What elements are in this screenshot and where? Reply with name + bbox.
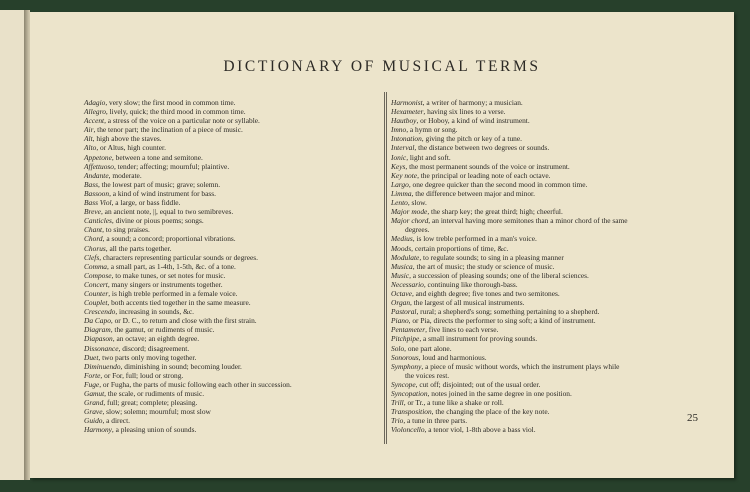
dictionary-entry xyxy=(84,207,399,216)
entry-term: Chant xyxy=(84,225,103,235)
entry-term: Hautboy xyxy=(391,116,417,126)
entry-definition: , is high treble performed in a female voice. xyxy=(108,288,238,298)
entry-term: Bass Viol xyxy=(84,198,112,208)
dictionary-entry xyxy=(391,389,721,398)
dictionary-entry xyxy=(84,353,399,362)
dictionary-entry xyxy=(84,325,399,334)
entry-term: Harmony xyxy=(84,425,112,435)
dictionary-entry xyxy=(391,107,721,116)
entry-term: Affettuoso xyxy=(84,161,114,171)
column-divider xyxy=(384,92,385,444)
entry-definition: , rural; a shepherd's song; something pertaining to a shepherd. xyxy=(416,307,600,317)
entry-definition: , or Fugha, the parts of music following each other in succession. xyxy=(99,379,292,389)
entry-term: Largo xyxy=(391,179,409,189)
entry-definition: , between a tone and semitone. xyxy=(111,152,203,162)
entry-term: Organ xyxy=(391,298,411,308)
dictionary-entry xyxy=(391,307,721,316)
entry-term: Alto xyxy=(84,143,97,153)
entry-definition: , an ancient note, ||, equal to two semibreves. xyxy=(100,207,234,217)
page-number: 25 xyxy=(687,412,698,424)
dictionary-entry xyxy=(84,162,399,171)
dictionary-entry xyxy=(391,416,721,425)
entry-term: Couplet xyxy=(84,298,108,308)
entry-term: Grand xyxy=(84,398,104,408)
entry-term: Moods xyxy=(391,243,412,253)
entry-definition: , a small instrument for proving sounds. xyxy=(419,334,538,344)
dictionary-entry xyxy=(84,371,399,380)
entry-definition: , divine or pious poems; songs. xyxy=(111,216,204,226)
dictionary-entry xyxy=(391,253,721,262)
entry-term: Interval xyxy=(391,143,415,153)
entry-definition: , the principal or leading note of each octave. xyxy=(417,170,551,180)
dictionary-entry xyxy=(391,125,721,134)
entry-definition: , high above the staves. xyxy=(92,134,162,144)
entry-term: Andante xyxy=(84,170,109,180)
entry-definition: , the scale, or rudiments of music. xyxy=(104,389,205,398)
dictionary-entry xyxy=(84,234,399,243)
entry-term: Keys xyxy=(391,161,406,171)
entry-term: Key note xyxy=(391,170,418,180)
facing-page-edge xyxy=(0,10,25,480)
entry-definition: , to regulate sounds; to sing in a pleasing manner xyxy=(419,252,564,262)
entry-term: Diapason xyxy=(84,334,113,344)
dictionary-entry xyxy=(391,353,721,362)
entry-definition: , or D. C., to return and close with the first strain. xyxy=(110,316,257,326)
entry-term: Forte xyxy=(84,370,101,380)
dictionary-entry xyxy=(84,262,399,271)
entry-term: Pitchpipe xyxy=(391,334,420,344)
left-column xyxy=(84,98,399,434)
entry-definition: , the gamut, or rudiments of music. xyxy=(110,325,215,335)
dictionary-entry xyxy=(84,116,399,125)
entry-definition: , lively, quick; the third mood in common time. xyxy=(105,107,246,117)
dictionary-entry xyxy=(84,416,399,425)
dictionary-entry xyxy=(391,180,721,189)
entry-definition: , an interval having more semitones than a minor chord of the same xyxy=(428,216,628,226)
dictionary-entry xyxy=(84,216,399,225)
dictionary-entry xyxy=(391,344,721,353)
entry-definition: , a succession of pleasing sounds; one of the liberal sciences. xyxy=(409,270,589,280)
dictionary-entry xyxy=(84,298,399,307)
dictionary-entry xyxy=(84,398,399,407)
entry-term: Musica xyxy=(391,261,413,271)
dictionary-entry xyxy=(84,198,399,207)
entry-term: Fuge xyxy=(84,379,100,389)
dictionary-entry xyxy=(84,244,399,253)
entry-definition: , moderate. xyxy=(108,170,142,180)
dictionary-entry xyxy=(391,216,721,225)
entry-term: Necessario xyxy=(391,279,424,289)
entry-term: Syncopation xyxy=(391,389,428,398)
entry-term: Breve xyxy=(84,207,101,217)
dictionary-entry xyxy=(84,253,399,262)
entry-term: Harmonist xyxy=(391,98,423,107)
entry-definition: , having six lines to a verse. xyxy=(423,107,506,117)
entry-definition: , discord; disagreement. xyxy=(118,343,190,353)
dictionary-entry xyxy=(84,189,399,198)
dictionary-entry xyxy=(391,171,721,180)
entry-definition: , a writer of harmony; a musician. xyxy=(422,98,523,107)
entry-term: Crescendo xyxy=(84,307,116,317)
entry-definition: , two parts only moving together. xyxy=(98,352,197,362)
entry-term: Gamut xyxy=(84,389,105,398)
dictionary-entry xyxy=(391,280,721,289)
dictionary-entry xyxy=(391,225,721,234)
entry-definition: , the tenor part; the inclination of a piece of music. xyxy=(93,125,243,135)
entry-definition: , or Pia, directs the performer to sing soft; a kind of instrument. xyxy=(408,316,596,326)
dictionary-entry xyxy=(391,325,721,334)
entry-definition: , the distance between two degrees or sounds. xyxy=(414,143,550,153)
dictionary-entry xyxy=(84,153,399,162)
entry-definition: , giving the pitch or key of a tune. xyxy=(421,134,522,144)
entry-definition: degrees. xyxy=(405,225,430,235)
entry-definition: , a stress of the voice on a particular note or syllable. xyxy=(104,116,260,126)
entry-definition: , a kind of wind instrument for bass. xyxy=(109,188,217,198)
entry-definition: , notes joined in the same degree in one position. xyxy=(427,389,572,398)
entry-definition: , to make tunes, or set notes for music. xyxy=(111,270,226,280)
entry-definition: , a large, or bass fiddle. xyxy=(111,198,181,208)
entry-definition: , a direct. xyxy=(102,416,130,426)
entry-definition: , very slow; the first mood in common time. xyxy=(105,98,236,107)
entry-definition: , many singers or instruments together. xyxy=(107,279,223,289)
entry-term: Clefs xyxy=(84,252,100,262)
dictionary-entry xyxy=(84,425,399,434)
entry-definition: , slow. xyxy=(407,198,427,208)
entry-term: Diagram xyxy=(84,325,111,335)
entry-definition: , the changing the place of the key note. xyxy=(431,407,550,417)
entry-definition: , the art of music; the study or science of music. xyxy=(412,261,555,271)
dictionary-entry xyxy=(84,307,399,316)
entry-term: Air xyxy=(84,125,94,135)
dictionary-entry xyxy=(84,362,399,371)
entry-definition: , one part alone. xyxy=(404,343,452,353)
dictionary-entry xyxy=(391,134,721,143)
entry-definition: , or Hoboy, a kind of wind instrument. xyxy=(416,116,530,126)
dictionary-entry xyxy=(84,280,399,289)
dictionary-entry xyxy=(391,153,721,162)
dictionary-entry xyxy=(84,334,399,343)
entry-term: Counter xyxy=(84,288,109,298)
entry-term: Music xyxy=(391,270,410,280)
dictionary-entry xyxy=(84,98,399,107)
entry-term: Guido xyxy=(84,416,103,426)
entry-definition: , increasing in sounds, &c. xyxy=(115,307,194,317)
dictionary-entry xyxy=(391,116,721,125)
dictionary-entry xyxy=(84,225,399,234)
dictionary-entry xyxy=(84,134,399,143)
entry-term: Bass xyxy=(84,179,98,189)
entry-term: Allegro xyxy=(84,107,106,117)
entry-definition: , is low treble performed in a man's voice. xyxy=(412,234,537,244)
entry-term: Grave xyxy=(84,407,103,417)
dictionary-entry xyxy=(391,407,721,416)
entry-definition: , the sharp key; the great third; high; cheerful. xyxy=(427,207,563,217)
entry-definition: , a pleasing union of sounds. xyxy=(111,425,197,435)
entry-term: Sonorous xyxy=(391,352,419,362)
entry-definition: , the lowest part of music; grave; solemn. xyxy=(97,179,221,189)
entry-definition: , an octave; an eighth degree. xyxy=(112,334,200,344)
entry-term: Intonation xyxy=(391,134,422,144)
dictionary-entry xyxy=(391,244,721,253)
entry-term: Trill xyxy=(391,398,404,408)
entry-term: Modulate xyxy=(391,252,420,262)
dictionary-entry xyxy=(391,198,721,207)
entry-term: Ionic xyxy=(391,152,407,162)
entry-term: Major chord xyxy=(391,216,429,226)
dictionary-entry xyxy=(391,162,721,171)
entry-definition: , a sound; a concord; proportional vibrations. xyxy=(102,234,236,244)
entry-definition: , slow; solemn; mournful; most slow xyxy=(102,407,211,417)
entry-term: Appetone xyxy=(84,152,112,162)
dictionary-entry xyxy=(391,189,721,198)
entry-term: Adagio xyxy=(84,98,106,107)
entry-term: Hexameter xyxy=(391,107,424,117)
entry-definition: , the largest of all musical instruments. xyxy=(410,298,525,308)
dictionary-entry xyxy=(391,371,721,380)
entry-definition: , or Altus, high counter. xyxy=(96,143,166,153)
entry-term: Comma xyxy=(84,261,107,271)
entry-term: Solo xyxy=(391,343,405,353)
entry-definition: , the most permanent sounds of the voice or instrument. xyxy=(405,161,570,171)
entry-term: Compose xyxy=(84,270,112,280)
entry-definition: , tender; affecting; mournful; plaintive. xyxy=(113,161,230,171)
entry-term: Dissonance xyxy=(84,343,119,353)
dictionary-entry xyxy=(391,380,721,389)
entry-term: Duet xyxy=(84,352,99,362)
dictionary-entry xyxy=(84,380,399,389)
entry-term: Concert xyxy=(84,279,108,289)
dictionary-entry xyxy=(391,262,721,271)
entry-term: Limma xyxy=(391,188,412,198)
entry-definition: , continuing like thorough-bass. xyxy=(423,279,518,289)
dictionary-entry xyxy=(391,316,721,325)
book-page xyxy=(30,12,734,478)
entry-term: Chord xyxy=(84,234,103,244)
entry-definition: , a tune in three parts. xyxy=(403,416,468,426)
entry-term: Alt xyxy=(84,134,93,144)
entry-term: Bassoon xyxy=(84,188,110,198)
entry-term: Da Capo xyxy=(84,316,111,326)
dictionary-entry xyxy=(391,334,721,343)
dictionary-entry xyxy=(84,180,399,189)
entry-definition: , both accents tied together in the same measure. xyxy=(107,298,251,308)
entry-term: Accent xyxy=(84,116,105,126)
entry-term: Medius xyxy=(391,234,413,244)
entry-term: Major mode xyxy=(391,207,428,217)
dictionary-entry xyxy=(84,344,399,353)
entry-definition: , light and soft. xyxy=(406,152,451,162)
dictionary-entry xyxy=(391,98,721,107)
column-divider-second xyxy=(386,92,387,444)
dictionary-entry xyxy=(84,407,399,416)
entry-definition: , a piece of music without words, which the instrument plays while xyxy=(421,361,620,371)
entry-definition: , the difference between major and minor. xyxy=(411,188,535,198)
dictionary-entry xyxy=(391,143,721,152)
entry-term: Canticles xyxy=(84,216,112,226)
entry-definition: , to sing praises. xyxy=(102,225,150,235)
entry-definition: , a small part, as 1-4th, 1-5th, &c. of a tone. xyxy=(107,261,236,271)
entry-term: Violoncello xyxy=(391,425,425,435)
dictionary-entry xyxy=(391,207,721,216)
dictionary-entry xyxy=(391,289,721,298)
dictionary-entry xyxy=(84,171,399,180)
entry-term: Pentameter xyxy=(391,325,426,335)
dictionary-entry xyxy=(84,389,399,398)
entry-definition: , characters representing particular sounds or degrees. xyxy=(99,252,259,262)
entry-term: Piano xyxy=(391,316,409,326)
dictionary-entry xyxy=(84,316,399,325)
dictionary-entry xyxy=(84,271,399,280)
dictionary-entry xyxy=(391,234,721,243)
entry-term: Chorus xyxy=(84,243,106,253)
right-column xyxy=(391,98,721,434)
entry-definition: , one degree quicker than the second mood in common time. xyxy=(408,179,588,189)
entry-definition: the voices rest. xyxy=(405,370,450,380)
dictionary-entry xyxy=(84,143,399,152)
entry-term: Pastoral xyxy=(391,307,417,317)
entry-term: Trio xyxy=(391,416,404,426)
entry-definition: , cut off; disjointed; out of the usual order. xyxy=(415,379,541,389)
entry-definition: , loud and harmonious. xyxy=(418,352,487,362)
entry-definition: , a tenor viol, 1-8th above a bass viol. xyxy=(424,425,536,435)
dictionary-entry xyxy=(84,125,399,134)
entry-term: Symphony xyxy=(391,361,422,371)
dictionary-entry xyxy=(84,289,399,298)
dictionary-entry xyxy=(391,362,721,371)
dictionary-entry xyxy=(391,271,721,280)
entry-definition: , five lines to each verse. xyxy=(425,325,499,335)
entry-definition: , and eighth degree; five tones and two semitones. xyxy=(411,288,560,298)
entry-definition: , a hymn or song. xyxy=(406,125,458,135)
entry-term: Octave xyxy=(391,288,412,298)
entry-term: Diminuendo xyxy=(84,361,121,371)
dictionary-entry xyxy=(391,425,721,434)
entry-term: Syncope xyxy=(391,379,416,389)
entry-definition: , full; great; complete; pleasing. xyxy=(103,398,198,408)
entry-term: Imno xyxy=(391,125,407,135)
entry-definition: , certain proportions of time, &c. xyxy=(411,243,509,253)
entry-term: Lento xyxy=(391,198,408,208)
entry-definition: , diminishing in sound; becoming louder. xyxy=(120,361,242,371)
dictionary-entry xyxy=(391,398,721,407)
dictionary-entry xyxy=(84,107,399,116)
page-title: DICTIONARY OF MUSICAL TERMS xyxy=(223,58,541,75)
entry-definition: , or Tr., a tune like a shake or roll. xyxy=(403,398,504,408)
dictionary-entry xyxy=(391,298,721,307)
entry-term: Transposition xyxy=(391,407,432,417)
entry-definition: , all the parts together. xyxy=(105,243,172,253)
entry-definition: , or For, full; loud or strong. xyxy=(100,370,184,380)
